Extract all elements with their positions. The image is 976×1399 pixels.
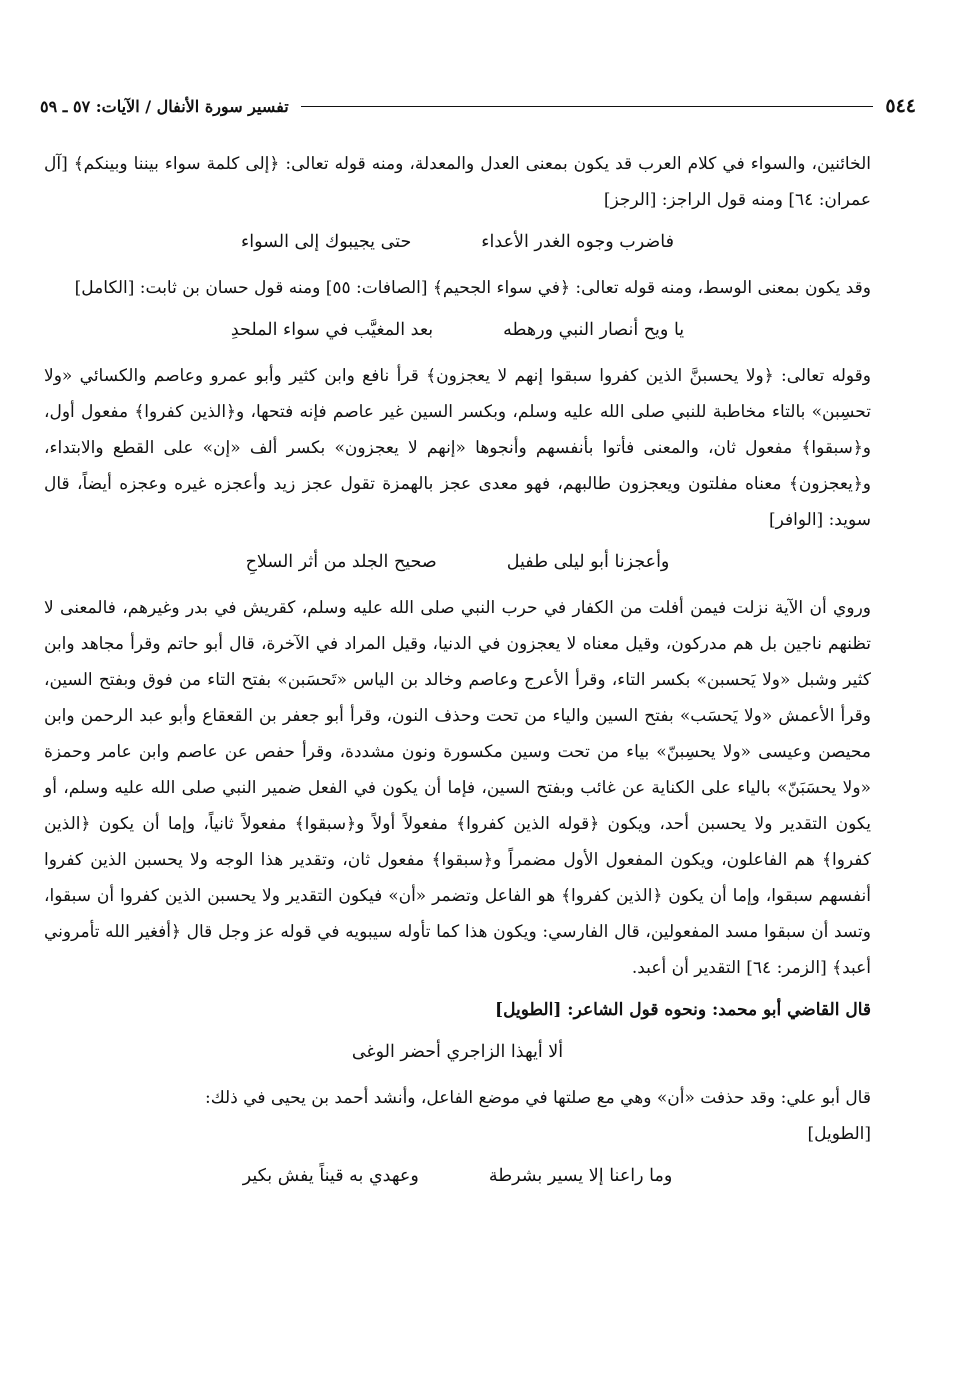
verse-hemistich-first: يا ويح أنصار النبي ورهطه (503, 320, 685, 340)
paragraph: الخائنين، والسواء في كلام العرب قد يكون بمعنى العدل والمعدلة، ومنه قوله تعالى: ﴿إلى كلمة سواء بيننا وبينكم﴾ [آل عمران: ٦٤] ومنه قول الراجز: [الرجز] (44, 154, 871, 210)
verse-hemistich-second: وعهدي به قيناً يفش بكير (242, 1166, 419, 1186)
running-title: تفسير سورة الأنفال / الآيات: ٥٧ ـ ٥٩ (40, 96, 289, 116)
verse-line (44, 1156, 871, 1196)
verse-hemistich-first: ألا أيهذا الزاجري أحضر الوغى (351, 1042, 564, 1062)
page-number: ٥٤٤ (885, 95, 916, 117)
meter-label: [الطويل] (807, 1124, 871, 1144)
verse-hemistich-second: صحيح الجلد من أثر السلاحِ (245, 552, 437, 572)
page-header (40, 94, 916, 118)
verse-line (44, 310, 871, 350)
verse-line (44, 542, 871, 582)
page-body (44, 146, 871, 1204)
verse-line (44, 1032, 871, 1072)
verse-hemistich-second: حتى يجيبوك إلى السواء (241, 232, 412, 252)
verse-line (44, 222, 871, 262)
paragraph: وقد يكون بمعنى الوسط، ومنه قوله تعالى: ﴿في سواء الجحيم﴾ [الصافات: ٥٥] ومنه قول حسان بن ثابت: [الكامل] (74, 278, 871, 298)
verse-hemistich-second: بعد المغيَّب في سواء الملحدِ (230, 320, 434, 340)
paragraph: قال القاضي أبو محمد: ونحوه قول الشاعر: [الطويل] (495, 1000, 871, 1020)
paragraph: قال أبو علي: وقد حذفت «أن» وهي مع صلتها في موضع الفاعل، وأنشد أحمد بن يحيى في ذلك: (204, 1088, 871, 1108)
paragraph: وقوله تعالى: ﴿ولا يحسبنَّ الذين كفروا سبقوا إنهم لا يعجزون﴾ قرأ نافع وابن كثير وأبو عمرو وعاصم والكسائي «ولا تحسِبن» بالتاء مخاطبة للنبي صلى الله عليه وسلم، وبكسر السين غير عاصم فإنه فتحها، و﴿الذين كفروا﴾ مفعول أول، و﴿سبقوا﴾ مفعول ثان، والمعنى فأتوا بأنفسهم وأنجوها «إنهم لا يعجزون» بكسر ألف «إن» على القطع والابتداء، و﴿يعجزون﴾ معناه مفلتون ويعجزون طالبهم، فهو معدى عجز بالهمزة تقول عجز زيد وأعجزه غيره وعجزه أيضاً، قال سويد: [الوافر] (44, 366, 871, 530)
verse-hemistich-first: وما راعنا إلا يسير بشرطة (488, 1166, 673, 1186)
verse-hemistich-first: فاضرب وجوه الغدر الأعداء (481, 232, 674, 252)
header-rule (301, 106, 874, 107)
verse-hemistich-first: وأعجزنا أبو ليلى طفيل (506, 552, 670, 572)
paragraph: وروي أن الآية نزلت فيمن أفلت من الكفار في حرب النبي صلى الله عليه وسلم، كقريش في بدر وغيرهم، فالمعنى لا تظنهم ناجين بل هم مدركون، وقيل معناه لا يعجزون في الدنيا، وقيل المراد في الآخرة، قال أبو حاتم وقرأ مجاهد وابن كثير وشبل «ولا يَحسبن» بكسر التاء، وقرأ الأعرج وعاصم وخالد بن الياس «تَحسَبن» بفتح التاء من فوق وبفتح السين، وقرأ الأعمش «ولا يَحسَب» بفتح السين والياء من تحت وحذف النون، وقرأ أبو جعفر بن القعقاع وأبو عبد الرحمن وابن محيصن وعيسى «ولا يحسِبنّ» بياء من تحت وسين مكسورة ونون مشددة، وقرأ حفص عن عاصم وابن عامر وحمزة «ولا يحسَبَنّ» بالياء على الكناية عن غائب وبفتح السين، فإما أن يكون في الفعل ضمير النبي صلى الله عليه وسلم، أو يكون التقدير ولا يحسبن أحد، ويكون ﴿قوله الذين كفروا﴾ مفعولاً أولاً و﴿سبقوا﴾ مفعولاً ثانياً، وإما أن يكون ﴿الذين كفروا﴾ هم الفاعلون، ويكون المفعول الأول مضمراً و﴿سبقوا﴾ مفعول ثان، وتقدير هذا الوجه ولا يحسبن الذين كفروا أنفسهم سبقوا، وإما أن يكون ﴿الذين كفروا﴾ هو الفاعل وتضمر «أن» فيكون التقدير ولا يحسبن الذين كفروا أن سبقوا، وتسد أن سبقوا مسد المفعولين، قال الفارسي: ويكون هذا كما تأوله سيبويه في قوله عز وجل قال ﴿أفغير الله تأمروني أعبد﴾ [الزمر: ٦٤] التقدير أن أعبد. (44, 598, 871, 978)
